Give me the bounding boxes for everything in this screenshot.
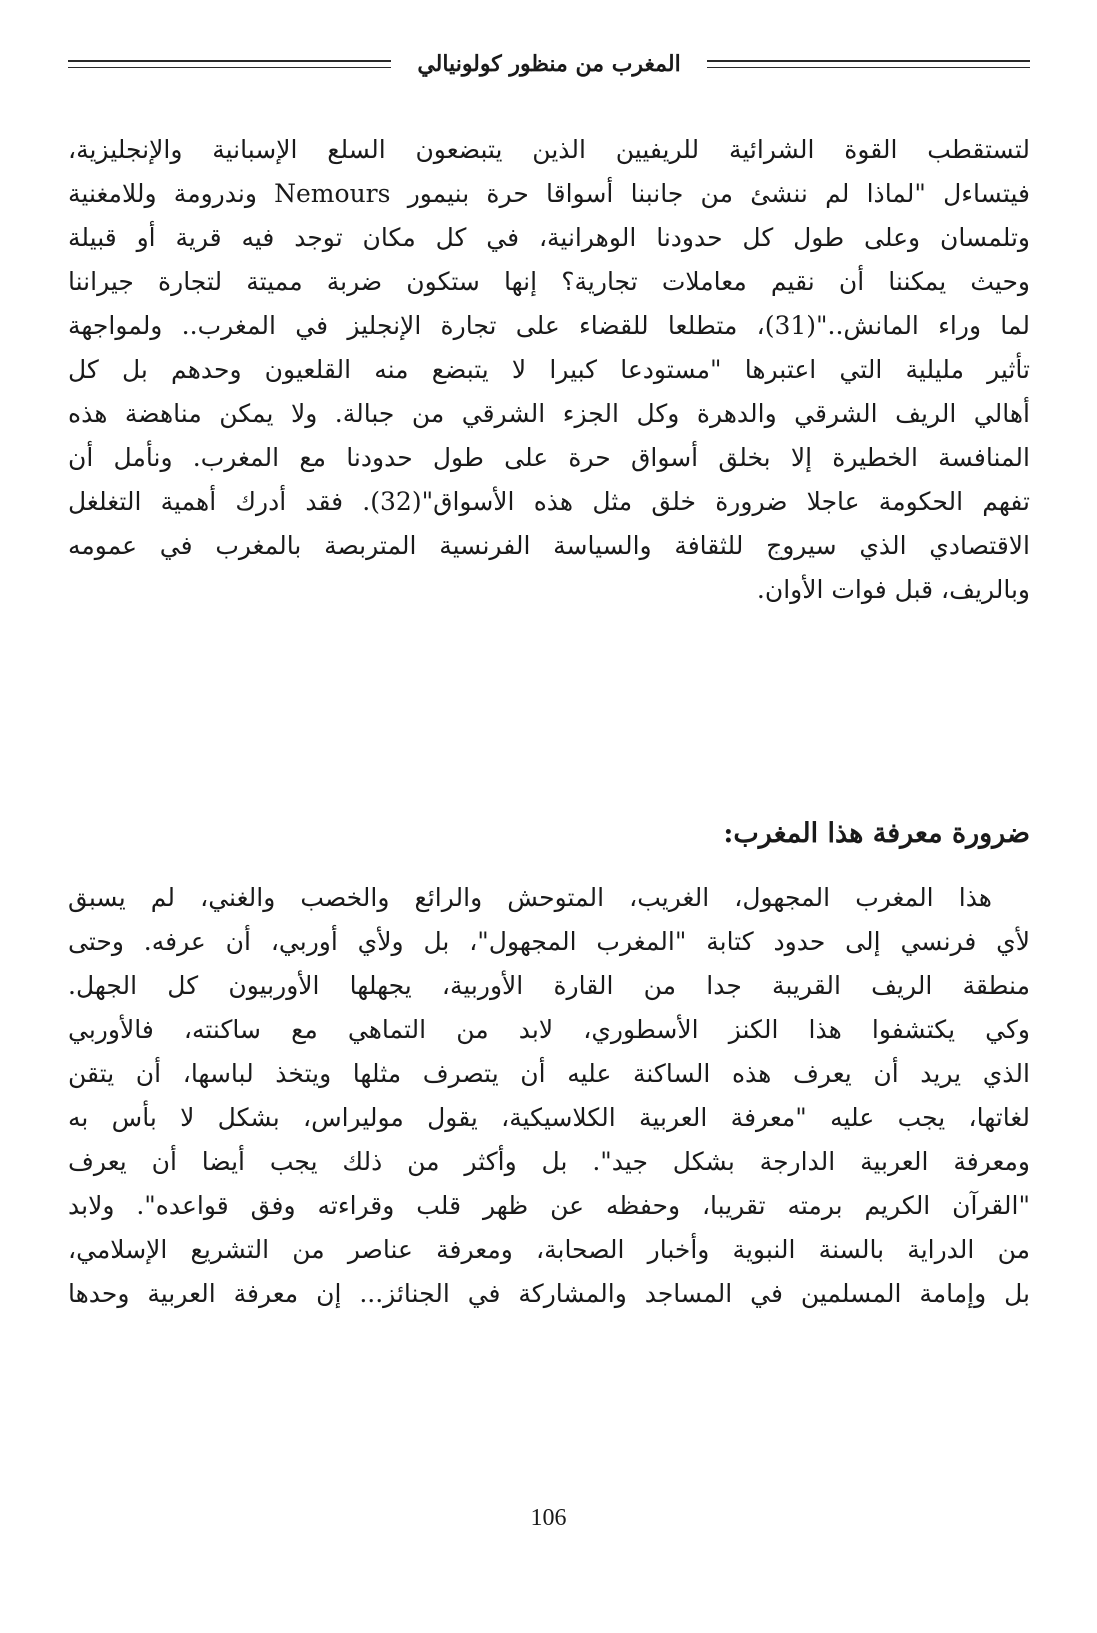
header-title: المغرب من منظور كولونيالي <box>417 51 681 77</box>
paragraph-2-line: الذي يريد أن يعرف هذه الساكنة عليه أن يتصرف مثلها ويتخذ لباسها، أن يتقن <box>68 1059 1030 1088</box>
header-rule-left <box>68 60 391 68</box>
paragraph-1-line: لما وراء المانش.."(31)، متطلعا للقضاء على تجارة الإنجليز في المغرب.. ولمواجهة <box>68 311 1030 340</box>
paragraph-1-line: وحيث يمكننا أن نقيم معاملات تجارية؟ إنها ستكون ضربة مميتة لتجارة جيراننا <box>68 267 1030 296</box>
paragraph-1-line: أهالي الريف الشرقي والدهرة وكل الجزء الشرقي من جبالة. ولا يمكن مناهضة هذه <box>68 399 1030 428</box>
header-rule-right <box>707 60 1030 68</box>
paragraph-1-line: وبالريف، قبل فوات الأوان. <box>756 575 1030 604</box>
paragraph-2-line: بل وإمامة المسلمين في المساجد والمشاركة في الجنائز... إن معرفة العربية وحدها <box>68 1279 1030 1308</box>
paragraph-1-line: الاقتصادي الذي سيروج للثقافة والسياسة الفرنسية المتربصة بالمغرب في عمومه <box>68 531 1030 560</box>
paragraph-2-line: منطقة الريف القريبة جدا من القارة الأوربية، يجهلها الأوربيون كل الجهل. <box>68 971 1030 1000</box>
paragraph-2-line: لأي فرنسي إلى حدود كتابة "المغرب المجهول"، بل ولأي أوربي، أن عرفه. وحتى <box>68 927 1030 956</box>
paragraph-1-line: تأثير مليلية التي اعتبرها "مستودعا كبيرا لا يتبضع منه القلعيون وحدهم بل كل <box>68 355 1030 384</box>
running-header <box>68 44 1030 84</box>
paragraph-2-line: "القرآن الكريم برمته تقريبا، وحفظه عن ظهر قلب وقراءته وفق قواعده". ولابد <box>68 1191 1030 1220</box>
paragraph-2 <box>68 876 1030 1316</box>
paragraph-2-line: من الدراية بالسنة النبوية وأخبار الصحابة، ومعرفة عناصر من التشريع الإسلامي، <box>68 1235 1030 1264</box>
page-number: 106 <box>530 1505 567 1531</box>
paragraph-1-line: فيتساءل "لماذا لم ننشئ من جانبنا أسواقا حرة بنيمور Nemours وندرومة وللامغنية <box>68 179 1030 208</box>
paragraph-2-line: ومعرفة العربية الدارجة بشكل جيد". بل وأكثر من ذلك يجب أيضا أن يعرف <box>68 1147 1030 1176</box>
paragraph-1-line: وتلمسان وعلى طول كل حدودنا الوهرانية، في كل مكان توجد فيه قرية أو قبيلة <box>68 223 1030 252</box>
paragraph-1-line: المنافسة الخطيرة إلا بخلق أسواق حرة على طول حدودنا مع المغرب. ونأمل أن <box>68 443 1030 472</box>
paragraph-2-line: هذا المغرب المجهول، الغريب، المتوحش والرائع والخصب والغني، لم يسبق <box>68 883 992 912</box>
paragraph-2-line: لغاتها، يجب عليه "معرفة العربية الكلاسيكية، يقول موليراس، بشكل لا بأس به <box>68 1103 1030 1132</box>
paragraph-1 <box>68 128 1030 612</box>
paragraph-2-line: وكي يكتشفوا هذا الكنز الأسطوري، لابد من التماهي مع ساكنته، فالأوربي <box>68 1015 1030 1044</box>
section-heading: ضرورة معرفة هذا المغرب: <box>723 818 1030 849</box>
paragraph-1-line: لتستقطب القوة الشرائية للريفيين الذين يتبضعون السلع الإسبانية والإنجليزية، <box>68 135 1030 164</box>
paragraph-1-line: تفهم الحكومة عاجلا ضرورة خلق مثل هذه الأسواق"(32). فقد أدرك أهمية التغلغل <box>68 487 1030 516</box>
